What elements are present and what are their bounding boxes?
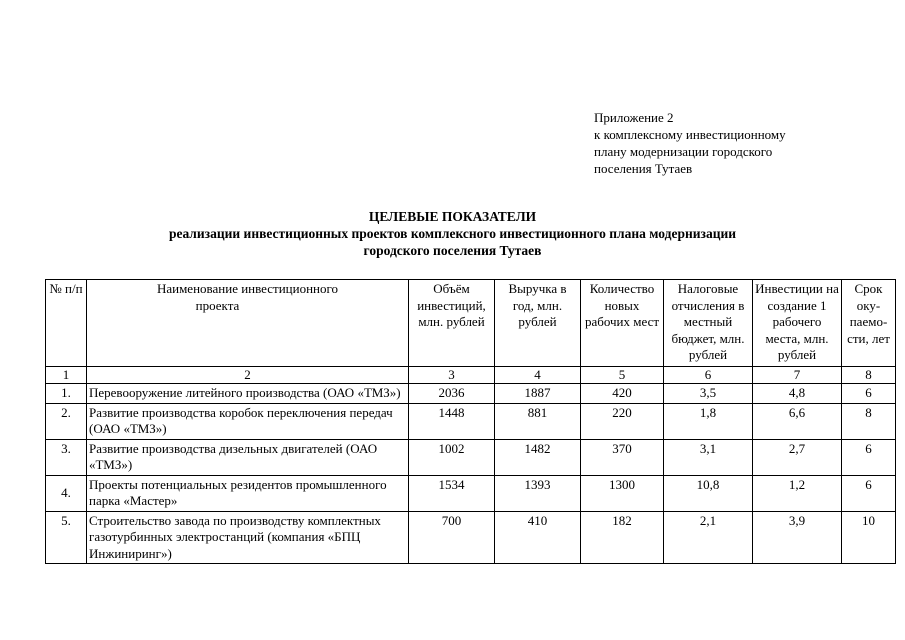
table-row <box>46 403 896 439</box>
tax-value: 2,1 <box>664 511 753 564</box>
column-index-row <box>46 367 896 384</box>
row-number: 5. <box>46 511 87 564</box>
per-job-value: 6,6 <box>753 403 842 439</box>
appendix-line: к комплексному инвестиционному <box>594 127 786 142</box>
per-job-value: 3,9 <box>753 511 842 564</box>
per-job-value: 4,8 <box>753 384 842 404</box>
title-heading: ЦЕЛЕВЫЕ ПОКАЗАТЕЛИ <box>368 209 537 224</box>
revenue-value: 1887 <box>495 384 581 404</box>
appendix-line: Приложение 2 <box>594 110 674 125</box>
header-name <box>87 280 409 367</box>
row-number: 2. <box>46 403 87 439</box>
title-subtitle-line2: городского поселения Тутаев <box>363 243 542 258</box>
appendix-line: плану модернизации городского <box>594 144 773 159</box>
investment-value: 1448 <box>409 403 495 439</box>
header-num: № п/п <box>46 280 87 367</box>
header-revenue: Выручка в год, млн. рублей <box>495 280 581 367</box>
per-job-value: 1,2 <box>753 475 842 511</box>
targets-table <box>45 279 896 564</box>
investment-value: 1002 <box>409 439 495 475</box>
jobs-value: 1300 <box>581 475 664 511</box>
column-index: 4 <box>495 367 581 384</box>
row-number: 1. <box>46 384 87 404</box>
column-index: 7 <box>753 367 842 384</box>
column-index: 3 <box>409 367 495 384</box>
title-subtitle-line1: реализации инвестиционных проектов комплексного инвестиционного плана модернизации <box>168 226 737 241</box>
appendix-line: поселения Тутаев <box>594 161 693 176</box>
column-index: 1 <box>46 367 87 384</box>
row-number: 3. <box>46 439 87 475</box>
header-row <box>46 280 896 367</box>
row-number: 4. <box>46 475 87 511</box>
revenue-value: 1393 <box>495 475 581 511</box>
payback-value: 6 <box>842 439 896 475</box>
payback-value: 8 <box>842 403 896 439</box>
project-name: Развитие производства коробок переключения передач (ОАО «ТМЗ») <box>87 403 409 439</box>
tax-value: 10,8 <box>664 475 753 511</box>
project-name: Проекты потенциальных резидентов промышленного парка «Мастер» <box>87 475 409 511</box>
payback-value: 10 <box>842 511 896 564</box>
tax-value: 1,8 <box>664 403 753 439</box>
revenue-value: 1482 <box>495 439 581 475</box>
table-row <box>46 475 896 511</box>
project-name: Развитие производства дизельных двигателей (ОАО «ТМЗ») <box>87 439 409 475</box>
header-payback: Срок оку-паемо-сти, лет <box>842 280 896 367</box>
header-investment: Объём инвестиций, млн. рублей <box>409 280 495 367</box>
header-tax: Налоговые отчисления в местный бюджет, млн. рублей <box>664 280 753 367</box>
table-row <box>46 439 896 475</box>
project-name: Перевооружение литейного производства (ОАО «ТМЗ») <box>87 384 409 404</box>
project-name: Строительство завода по производству комплектных газотурбинных электростанций (компания «БПЦ Инжиниринг») <box>87 511 409 564</box>
jobs-value: 420 <box>581 384 664 404</box>
tax-value: 3,1 <box>664 439 753 475</box>
revenue-value: 881 <box>495 403 581 439</box>
header-jobs: Количество новых рабочих мест <box>581 280 664 367</box>
column-index: 5 <box>581 367 664 384</box>
table-row <box>46 384 896 404</box>
header-name-line2: проекта <box>195 297 240 313</box>
investment-value: 1534 <box>409 475 495 511</box>
column-index: 8 <box>842 367 896 384</box>
tax-value: 3,5 <box>664 384 753 404</box>
jobs-value: 182 <box>581 511 664 564</box>
jobs-value: 370 <box>581 439 664 475</box>
column-index: 6 <box>664 367 753 384</box>
investment-value: 700 <box>409 511 495 564</box>
header-name-line1: Наименование инвестиционного <box>156 281 339 296</box>
document-title <box>0 208 905 259</box>
header-per-job: Инвестиции на создание 1 рабочего места, млн. рублей <box>753 280 842 367</box>
appendix-note <box>594 109 786 177</box>
per-job-value: 2,7 <box>753 439 842 475</box>
table-row <box>46 511 896 564</box>
payback-value: 6 <box>842 475 896 511</box>
column-index: 2 <box>87 367 409 384</box>
investment-value: 2036 <box>409 384 495 404</box>
payback-value: 6 <box>842 384 896 404</box>
jobs-value: 220 <box>581 403 664 439</box>
revenue-value: 410 <box>495 511 581 564</box>
